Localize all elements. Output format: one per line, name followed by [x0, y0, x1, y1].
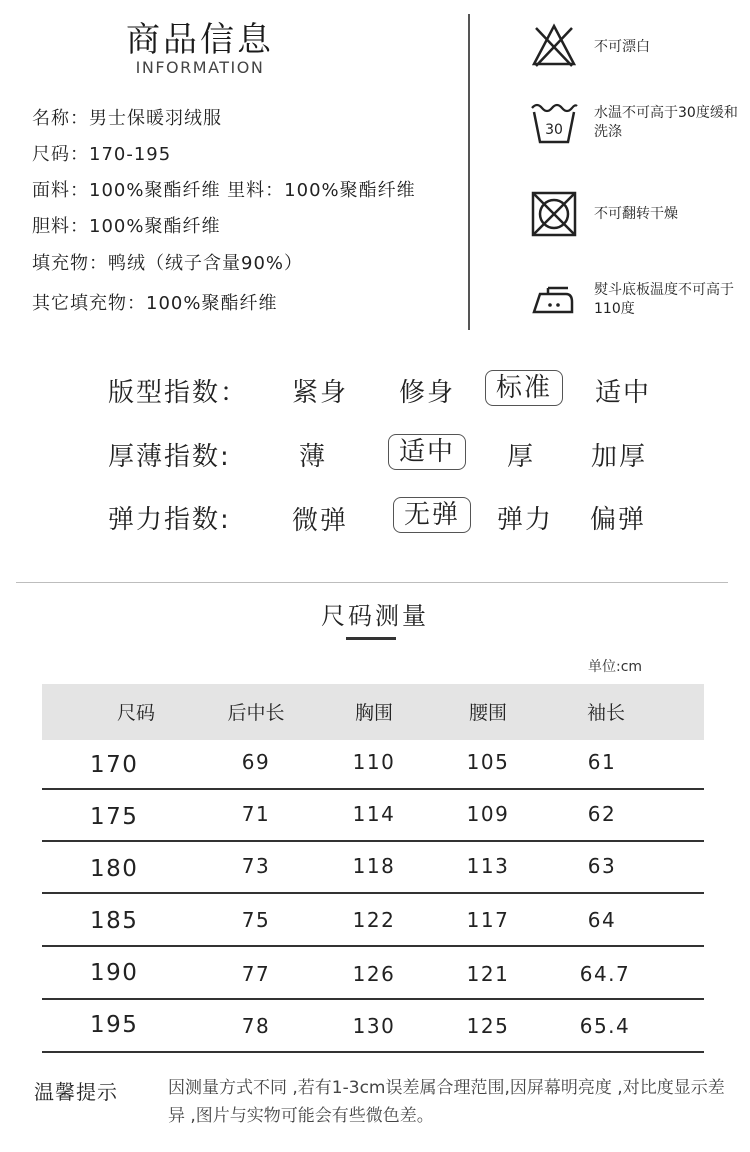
- table-cell-size: 170: [90, 752, 139, 778]
- info-fabric: 面料：100%聚酯纤维 里料：100%聚酯纤维: [32, 180, 416, 201]
- table-cell-waist: 121: [466, 962, 510, 986]
- table-cell-waist: 125: [466, 1014, 510, 1038]
- table-cell-waist: 117: [466, 908, 510, 932]
- table-cell-waist: 113: [466, 854, 510, 878]
- table-cell-sleeve: 65.4: [579, 1014, 631, 1038]
- table-cell-back-length: 69: [241, 750, 271, 774]
- table-cell-sleeve: 62: [587, 802, 617, 826]
- page-subtitle: INFORMATION: [135, 58, 265, 77]
- unit-label: 单位:cm: [588, 659, 643, 675]
- no-bleach-icon: [528, 20, 580, 72]
- table-cell-size: 175: [90, 804, 139, 830]
- table-row-divider: [42, 945, 704, 947]
- table-cell-waist: 109: [466, 802, 510, 826]
- table-cell-size: 190: [90, 960, 139, 986]
- table-cell-chest: 110: [352, 750, 396, 774]
- info-name: 名称：男士保暖羽绒服: [32, 108, 222, 129]
- column-header-size: 尺码: [116, 702, 155, 724]
- table-cell-chest: 114: [352, 802, 396, 826]
- column-header-waist: 腰围: [468, 702, 507, 724]
- page-title: 商品信息: [126, 20, 274, 60]
- table-row-divider: [42, 892, 704, 894]
- column-header-sleeve: 袖长: [586, 702, 625, 724]
- size-chart-title: 尺码测量: [321, 602, 429, 630]
- wash-temp-label: 30: [545, 122, 563, 138]
- fit-option-slim: 修身: [398, 378, 455, 408]
- table-cell-sleeve: 61: [587, 750, 617, 774]
- wash-30-icon: [528, 98, 580, 150]
- stretch-option-elastic: 弹力: [496, 505, 553, 535]
- iron-icon: [528, 272, 580, 324]
- care-wash-text: 水温不可高于30度缓和洗涤: [594, 105, 738, 140]
- stretch-option-none-selected: 无弹: [393, 497, 471, 533]
- fit-index-label: 版型指数：: [108, 378, 249, 408]
- table-cell-chest: 130: [352, 1014, 396, 1038]
- care-iron-text: 熨斗底板温度不可高于110度: [594, 282, 734, 317]
- care-no-bleach-text: 不可漂白: [594, 39, 650, 55]
- table-cell-back-length: 71: [241, 802, 271, 826]
- thickness-option-thick: 厚: [506, 442, 535, 472]
- table-cell-chest: 122: [352, 908, 396, 932]
- stretch-index-label: 弹力指数:: [108, 505, 231, 535]
- stretch-option-partial: 偏弹: [589, 505, 646, 535]
- care-no-tumble-dry-text: 不可翻转干燥: [594, 206, 678, 222]
- fit-option-standard-selected: 标准: [485, 370, 563, 406]
- table-cell-sleeve: 63: [587, 854, 617, 878]
- stretch-option-slight: 微弹: [291, 506, 348, 536]
- tips-text: 因测量方式不同 ,若有1-3cm误差属合理范围,因屏幕明亮度 ,对比度显示差异 ,图片与实物可能会有些微色差。: [168, 1078, 725, 1126]
- vertical-divider: [468, 14, 470, 330]
- column-header-back-length: 后中长: [227, 702, 285, 724]
- table-row-divider: [42, 998, 704, 1000]
- table-cell-waist: 105: [466, 750, 510, 774]
- table-cell-size: 195: [90, 1012, 139, 1038]
- table-cell-back-length: 78: [241, 1014, 271, 1038]
- section-divider: [16, 582, 728, 583]
- column-header-chest: 胸围: [354, 702, 393, 724]
- table-row-divider: [42, 788, 704, 790]
- table-cell-back-length: 77: [241, 962, 271, 986]
- fit-option-tight: 紧身: [291, 378, 348, 408]
- table-cell-size: 180: [90, 856, 139, 882]
- tips-label: 温馨提示: [34, 1080, 118, 1104]
- size-chart-title-underline: [346, 637, 396, 640]
- table-cell-back-length: 73: [241, 854, 271, 878]
- table-cell-back-length: 75: [241, 908, 271, 932]
- table-cell-size: 185: [90, 908, 139, 934]
- table-cell-chest: 126: [352, 962, 396, 986]
- info-filling: 填充物：鸭绒（绒子含量90%）: [32, 253, 304, 274]
- info-liner: 胆料：100%聚酯纤维: [32, 216, 221, 237]
- thickness-option-extra-thick: 加厚: [590, 442, 647, 472]
- thickness-index-label: 厚薄指数:: [108, 442, 231, 472]
- table-row-divider: [42, 1051, 704, 1053]
- table-cell-sleeve: 64.7: [579, 962, 631, 986]
- thickness-option-medium-selected: 适中: [388, 434, 466, 470]
- no-tumble-dry-icon: [528, 188, 580, 240]
- table-cell-sleeve: 64: [587, 908, 617, 932]
- info-other-filling: 其它填充物：100%聚酯纤维: [32, 293, 278, 314]
- table-cell-chest: 118: [352, 854, 396, 878]
- info-size: 尺码：170-195: [32, 144, 172, 165]
- fit-option-moderate: 适中: [594, 378, 651, 408]
- thickness-option-thin: 薄: [298, 442, 327, 472]
- table-row-divider: [42, 840, 704, 842]
